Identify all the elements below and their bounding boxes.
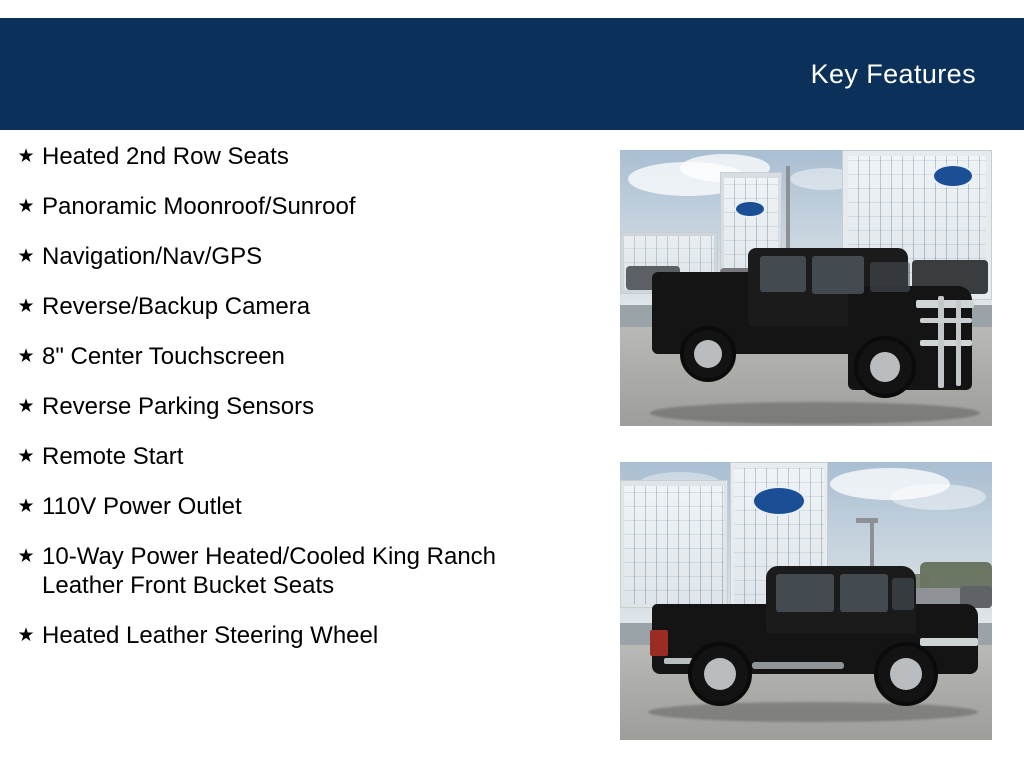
list-item bbox=[10, 442, 590, 471]
feature-label: 8" Center Touchscreen bbox=[42, 343, 285, 370]
star-bullet-icon: ★ bbox=[17, 446, 35, 467]
star-bullet-icon: ★ bbox=[17, 396, 35, 417]
star-bullet-icon: ★ bbox=[17, 146, 35, 167]
star-bullet-icon: ★ bbox=[17, 196, 35, 217]
list-item bbox=[10, 492, 590, 521]
header-bar bbox=[0, 18, 1024, 130]
feature-label: Heated Leather Steering Wheel bbox=[42, 622, 379, 649]
star-bullet-icon: ★ bbox=[17, 546, 35, 567]
star-bullet-icon: ★ bbox=[17, 625, 35, 646]
feature-label: Reverse Parking Sensors bbox=[42, 393, 315, 420]
star-bullet-icon: ★ bbox=[17, 346, 35, 367]
feature-label: Navigation/Nav/GPS bbox=[42, 243, 263, 270]
list-item bbox=[10, 342, 590, 371]
list-item bbox=[10, 542, 590, 600]
list-item bbox=[10, 142, 590, 171]
feature-label: 10-Way Power Heated/Cooled King Ranch Leather Front Bucket Seats bbox=[42, 543, 497, 599]
list-item bbox=[10, 192, 590, 221]
feature-label: Panoramic Moonroof/Sunroof bbox=[42, 193, 356, 220]
truck-front-three-quarter-photo bbox=[620, 150, 992, 426]
feature-label: Remote Start bbox=[42, 443, 184, 470]
list-item bbox=[10, 392, 590, 421]
list-item bbox=[10, 292, 590, 321]
star-bullet-icon: ★ bbox=[17, 246, 35, 267]
list-item bbox=[10, 621, 590, 650]
truck-side-profile-photo bbox=[620, 462, 992, 740]
star-bullet-icon: ★ bbox=[17, 496, 35, 517]
key-features-list bbox=[10, 142, 590, 671]
feature-label: Heated 2nd Row Seats bbox=[42, 143, 289, 170]
feature-label: 110V Power Outlet bbox=[42, 493, 242, 520]
feature-label: Reverse/Backup Camera bbox=[42, 293, 311, 320]
star-bullet-icon: ★ bbox=[17, 296, 35, 317]
list-item bbox=[10, 242, 590, 271]
page-title: Key Features bbox=[810, 58, 976, 89]
